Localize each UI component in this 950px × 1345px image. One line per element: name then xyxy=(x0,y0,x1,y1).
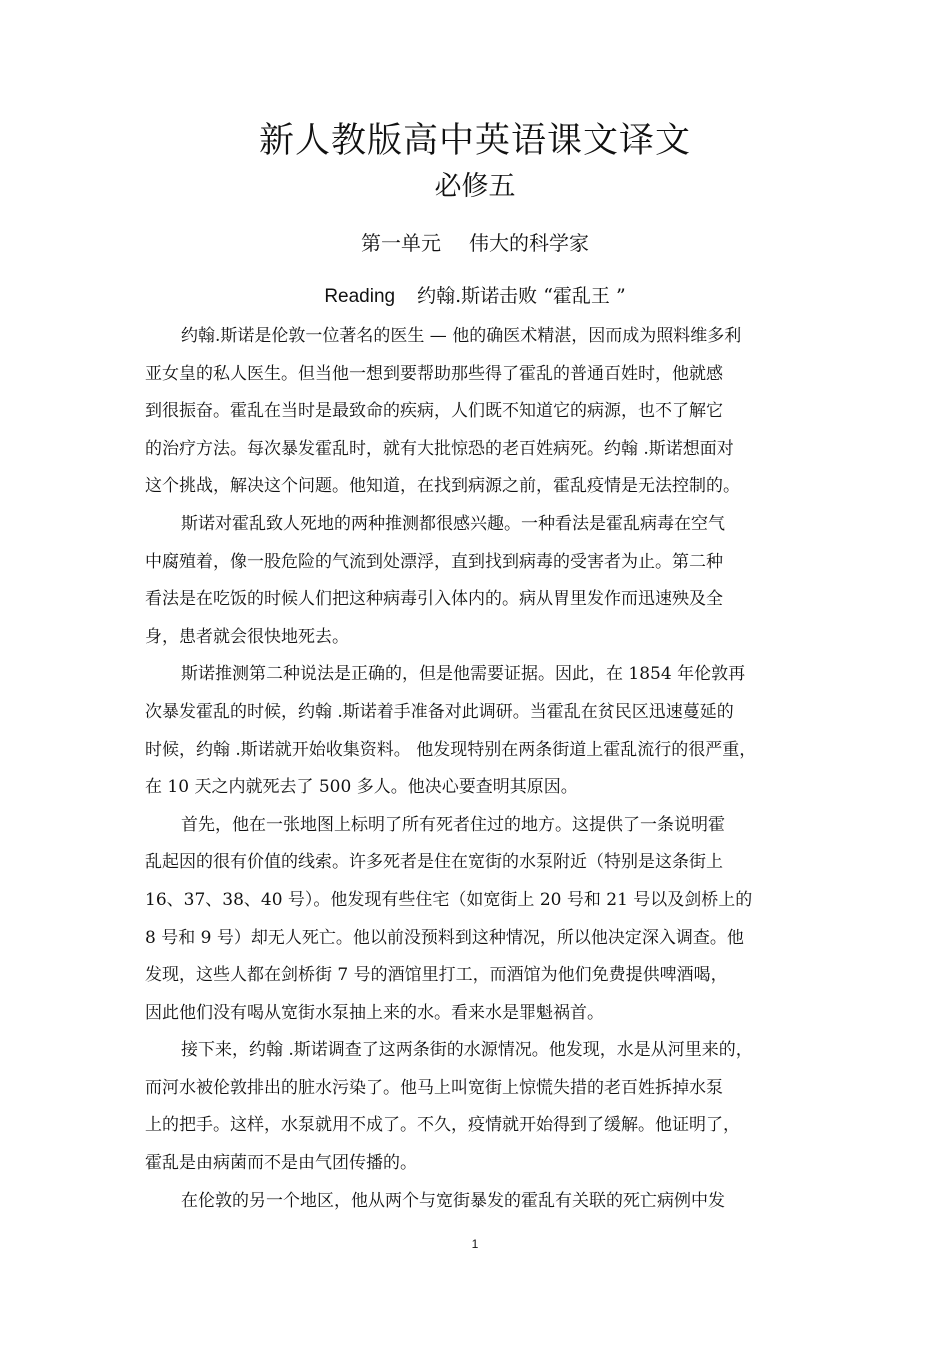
document-title: 新人教版高中英语课文译文 xyxy=(258,121,691,161)
unit-name: 伟大的科学家 xyxy=(469,231,589,255)
text-line: 在伦敦的另一个地区，他从两个与宽街暴发的霍乱有关联的死亡病例中发 xyxy=(181,1190,725,1211)
text-line: 上的把手。这样，水泵就用不成了。不久，疫情就开始得到了缓解。他证明了， xyxy=(145,1115,740,1136)
text-line: 霍乱是由病菌而不是由气团传播的。 xyxy=(145,1153,417,1174)
text-line: 亚女皇的私人医生。但当他一想到要帮助那些得了霍乱的普通百姓时，他就感 xyxy=(145,363,723,384)
text-line: 16、37、38、40 号）。他发现有些住宅（如宽街上 20 号和 21 号以及剑桥上的 xyxy=(145,889,753,910)
text-line: 而河水被伦敦排出的脏水污染了。他马上叫宽街上惊慌失措的老百姓拆掉水泵 xyxy=(145,1077,723,1098)
text-line: 乱起因的很有价值的线索。许多死者是住在宽街的水泵附近（特别是这条街上 xyxy=(145,852,723,873)
text-line: 8 号和 9 号）却无人死亡。他以前没预料到这种情况，所以他决定深入调查。他 xyxy=(145,927,744,948)
text-line: 的治疗方法。每次暴发霍乱时，就有大批惊恐的老百姓病死。约翰 .斯诺想面对 xyxy=(145,438,734,459)
text-line: 次暴发霍乱的时候，约翰 .斯诺着手准备对此调研。当霍乱在贫民区迅速蔓延的 xyxy=(145,701,734,722)
reading-heading xyxy=(0,281,950,312)
text-line: 斯诺推测第二种说法是正确的，但是他需要证据。因此，在 1854 年伦敦再 xyxy=(181,664,746,685)
text-line: 这个挑战，解决这个问题。他知道，在找到病源之前，霍乱疫情是无法控制的。 xyxy=(145,476,740,497)
text-line: 斯诺对霍乱致人死地的两种推测都很感兴趣。一种看法是霍乱病毒在空气 xyxy=(181,513,725,534)
text-line: 约翰.斯诺是伦敦一位著名的医生 — 他的确医术精湛，因而成为照料维多利 xyxy=(181,326,742,346)
text-line: 在 10 天之内就死去了 500 多人。他决心要查明其原因。 xyxy=(145,777,578,798)
text-line: 因此他们没有喝从宽街水泵抽上来的水。看来水是罪魁祸首。 xyxy=(145,1002,604,1023)
text-line: 接下来，约翰 .斯诺调查了这两条街的水源情况。他发现，水是从河里来的， xyxy=(181,1040,753,1061)
text-line: 看法是在吃饭的时候人们把这种病毒引入体内的。病从胃里发作而迅速殃及全 xyxy=(145,589,723,610)
text-line: 中腐殖着，像一股危险的气流到处漂浮，直到找到病毒的受害者为止。第二种 xyxy=(145,551,723,572)
text-line: 发现，这些人都在剑桥街 7 号的酒馆里打工，而酒馆为他们免费提供啤酒喝， xyxy=(145,965,728,986)
page-number: 1 xyxy=(471,1237,479,1251)
document-subtitle: 必修五 xyxy=(434,171,516,202)
text-line: 到很振奋。霍乱在当时是最致命的疾病，人们既不知道它的病源，也不了解它 xyxy=(145,401,723,422)
reading-title: 约翰.斯诺击败 “霍乱王 ” xyxy=(417,285,626,307)
unit-label: 第一单元 xyxy=(361,231,441,255)
reading-label: Reading xyxy=(324,286,396,307)
body-text xyxy=(145,321,810,1223)
text-line: 首先，他在一张地图上标明了所有死者住过的地方。这提供了一条说明霍 xyxy=(181,814,725,835)
unit-heading xyxy=(0,228,950,258)
text-line: 身，患者就会很快地死去。 xyxy=(145,626,349,647)
text-line: 时候，约翰 .斯诺就开始收集资料。 他发现特别在两条街道上霍乱流行的很严重， xyxy=(145,739,757,760)
